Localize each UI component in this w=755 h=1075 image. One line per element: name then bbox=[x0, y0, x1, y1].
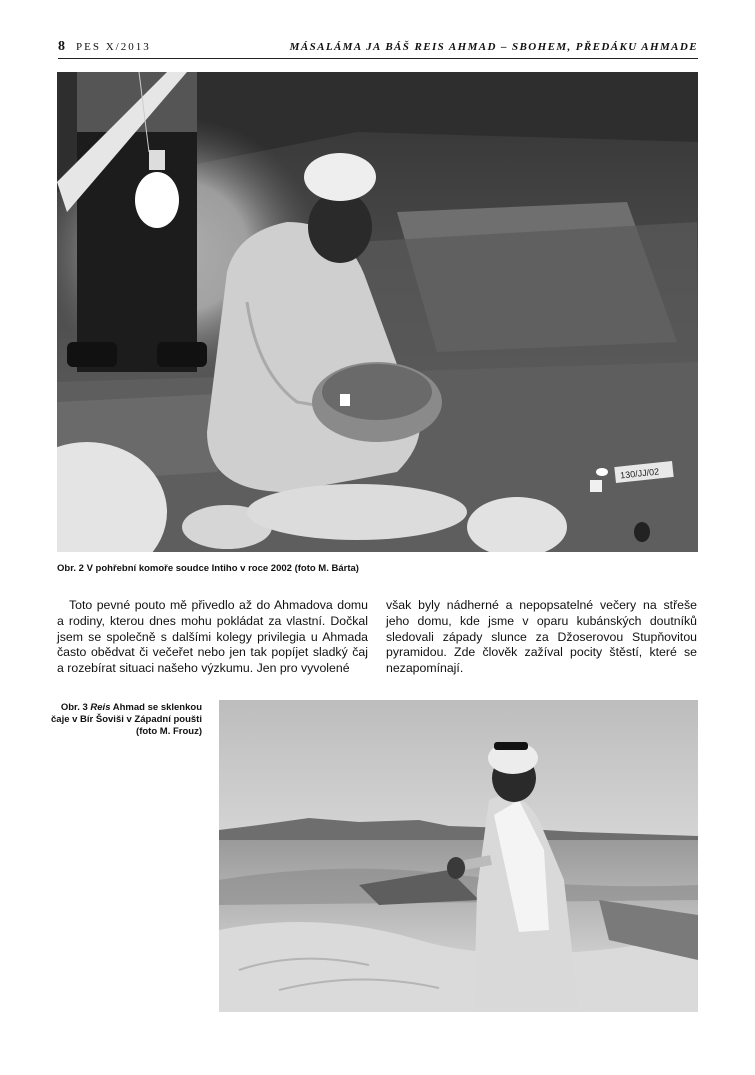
running-title: MÁSALÁMA JA BÁŠ REIS AHMAD – SBOHEM, PŘEDÁKU AHMADE bbox=[289, 41, 698, 53]
desert-image bbox=[219, 700, 698, 1012]
journal-issue: PES X/2013 bbox=[76, 41, 151, 53]
find-label-tag: 130/JJ/02 bbox=[619, 466, 660, 481]
desert-photo bbox=[219, 700, 698, 1012]
page-number: 8 bbox=[58, 39, 65, 54]
burial-chamber-image bbox=[57, 72, 698, 552]
figure-3-caption-rest: Ahmad se sklenkou čaje v Bír Šoviši v Západní poušti (foto M. Frouz) bbox=[51, 702, 202, 737]
figure-3-caption bbox=[40, 702, 202, 738]
figure-3-caption-italic: Reis bbox=[90, 702, 111, 713]
body-column-2: však byly nádherné a nepopsatelné večery na střeše jeho domu, kde jsme v oparu kubánských doutníků sledovali západy slunce za Džoserovou Stupňovitou pyramidou. Zde člověk zažíval pocity štěstí, které se nezapomínají. bbox=[386, 598, 697, 676]
figure-3-caption-prefix: Obr. 3 bbox=[60, 702, 91, 713]
figure-2-caption: Obr. 2 V pohřební komoře soudce Intiho v roce 2002 (foto M. Bárta) bbox=[57, 563, 359, 574]
burial-chamber-photo bbox=[57, 72, 698, 552]
body-column-1: Toto pevné pouto mě přivedlo až do Ahmadova domu a rodiny, kterou dnes mohu pokládat za vlastní. Dočkal jsem se společně s dalšími kolegy privilegia u Ahmada často obědvat či večeřet nebo jen tak popíjet sladký čaj a rozebírat situaci našeho výzkumu. Jen pro vyvolené bbox=[57, 598, 368, 676]
page-header bbox=[58, 38, 698, 59]
